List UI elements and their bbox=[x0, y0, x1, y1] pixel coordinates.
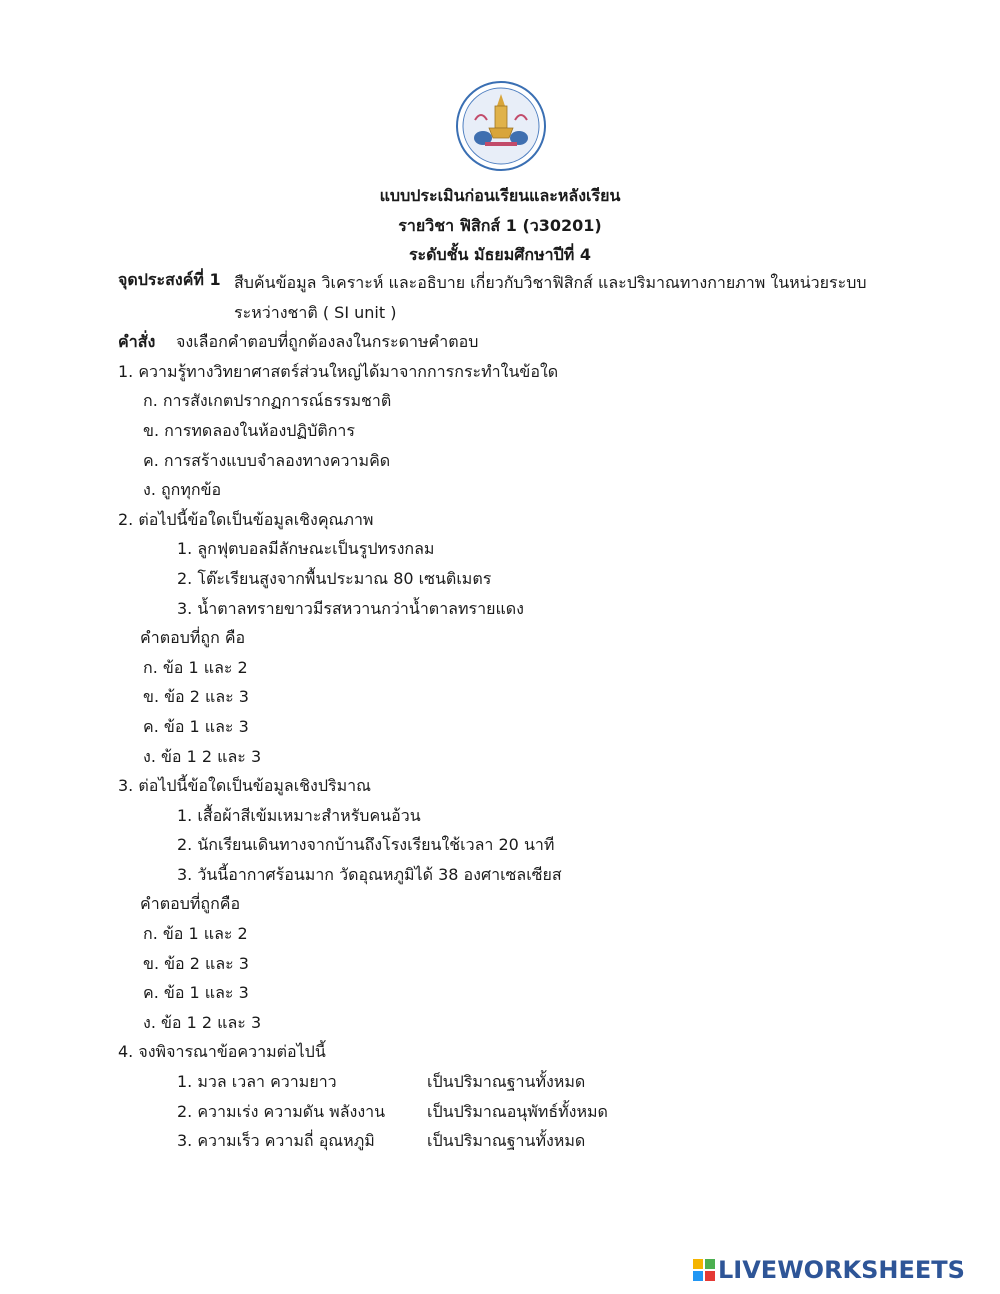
q3-choice-b[interactable]: ข. ข้อ 2 และ 3 bbox=[143, 953, 249, 973]
instruction-label: คำสั่ง bbox=[118, 332, 156, 352]
question-1: 1. ความรู้ทางวิทยาศาสตร์ส่วนใหญ่ได้มาจากการกระทำในข้อใด bbox=[118, 361, 559, 381]
objective-text: สืบค้นข้อมูล วิเคราะห์ และอธิบาย เกี่ยวกับวิชาฟิสิกส์ และปริมาณทางกายภาพ ในหน่วยระบบระหว่างชาติ ( SI unit ) bbox=[234, 273, 867, 322]
q3-choice-a[interactable]: ก. ข้อ 1 และ 2 bbox=[143, 924, 248, 944]
q4-item-1 bbox=[118, 1067, 918, 1097]
q2-choice-c[interactable]: ค. ข้อ 1 และ 3 bbox=[143, 716, 249, 736]
worksheet-content bbox=[118, 268, 918, 1156]
q4-item-3-terms: 3. ความเร็ว ความถี่ อุณหภูมิ bbox=[177, 1131, 375, 1151]
objective-label: จุดประสงค์ที่ 1 bbox=[118, 270, 221, 289]
q4-item-2-terms: 2. ความเร่ง ความดัน พลังงาน bbox=[177, 1101, 386, 1121]
q3-choice-c[interactable]: ค. ข้อ 1 และ 3 bbox=[143, 983, 249, 1003]
q4-item-1-terms: 1. มวล เวลา ความยาว bbox=[177, 1072, 337, 1092]
q1-choice-a[interactable]: ก. การสังเกตปรากฏการณ์ธรรมชาติ bbox=[143, 391, 392, 411]
q3-choice-d[interactable]: ง. ข้อ 1 2 และ 3 bbox=[143, 1012, 262, 1032]
q3-answer-prompt: คำตอบที่ถูกคือ bbox=[140, 894, 241, 914]
worksheet-title: แบบประเมินก่อนเรียนและหลังเรียน bbox=[379, 186, 621, 205]
q4-item-3-desc: เป็นปริมาณฐานทั้งหมด bbox=[427, 1131, 586, 1151]
q2-item-1: 1. ลูกฟุตบอลมีลักษณะเป็นรูปทรงกลม bbox=[177, 539, 435, 559]
q4-item-2 bbox=[118, 1097, 918, 1127]
q4-item-2-desc: เป็นปริมาณอนุพัทธ์ทั้งหมด bbox=[427, 1101, 608, 1121]
question-3: 3. ต่อไปนี้ข้อใดเป็นข้อมูลเชิงปริมาณ bbox=[118, 776, 371, 796]
q2-answer-prompt: คำตอบที่ถูก คือ bbox=[140, 628, 246, 648]
q1-choice-b[interactable]: ข. การทดลองในห้องปฏิบัติการ bbox=[143, 420, 355, 440]
q2-choice-b[interactable]: ข. ข้อ 2 และ 3 bbox=[143, 687, 249, 707]
school-seal-logo bbox=[455, 80, 547, 172]
brand-name: LIVEWORKSHEETS bbox=[718, 1256, 965, 1284]
instruction-text: จงเลือกคำตอบที่ถูกต้องลงในกระดาษคำตอบ bbox=[176, 332, 479, 352]
objective bbox=[118, 268, 918, 327]
subject-title: รายวิชา ฟิสิกส์ 1 (ว30201) bbox=[398, 215, 602, 235]
q3-item-3: 3. วันนี้อากาศร้อนมาก วัดอุณหภูมิได้ 38 องศาเซลเซียส bbox=[177, 864, 562, 884]
q2-choice-a[interactable]: ก. ข้อ 1 และ 2 bbox=[143, 657, 248, 677]
q4-item-3 bbox=[118, 1126, 918, 1156]
q3-item-2: 2. นักเรียนเดินทางจากบ้านถึงโรงเรียนใช้เวลา 20 นาที bbox=[177, 835, 555, 855]
title-block bbox=[0, 181, 1000, 270]
q2-choice-d[interactable]: ง. ข้อ 1 2 และ 3 bbox=[143, 746, 262, 766]
question-2: 2. ต่อไปนี้ข้อใดเป็นข้อมูลเชิงคุณภาพ bbox=[118, 509, 374, 529]
q2-item-3: 3. น้ำตาลทรายขาวมีรสหวานกว่าน้ำตาลทรายแดง bbox=[177, 598, 524, 618]
q4-item-1-desc: เป็นปริมาณฐานทั้งหมด bbox=[427, 1072, 586, 1092]
question-4: 4. จงพิจารณาข้อความต่อไปนี้ bbox=[118, 1042, 326, 1062]
liveworksheets-brand bbox=[693, 1254, 965, 1286]
q1-choice-c[interactable]: ค. การสร้างแบบจำลองทางความคิด bbox=[143, 450, 391, 470]
liveworksheets-logo-icon bbox=[693, 1259, 715, 1281]
q1-choice-d[interactable]: ง. ถูกทุกข้อ bbox=[143, 480, 222, 500]
q2-item-2: 2. โต๊ะเรียนสูงจากพื้นประมาณ 80 เซนติเมตร bbox=[177, 568, 492, 588]
grade-level: ระดับชั้น มัธยมศึกษาปีที่ 4 bbox=[408, 245, 592, 264]
q3-item-1: 1. เสื้อผ้าสีเข้มเหมาะสำหรับคนอ้วน bbox=[177, 805, 421, 825]
instruction bbox=[118, 327, 918, 357]
